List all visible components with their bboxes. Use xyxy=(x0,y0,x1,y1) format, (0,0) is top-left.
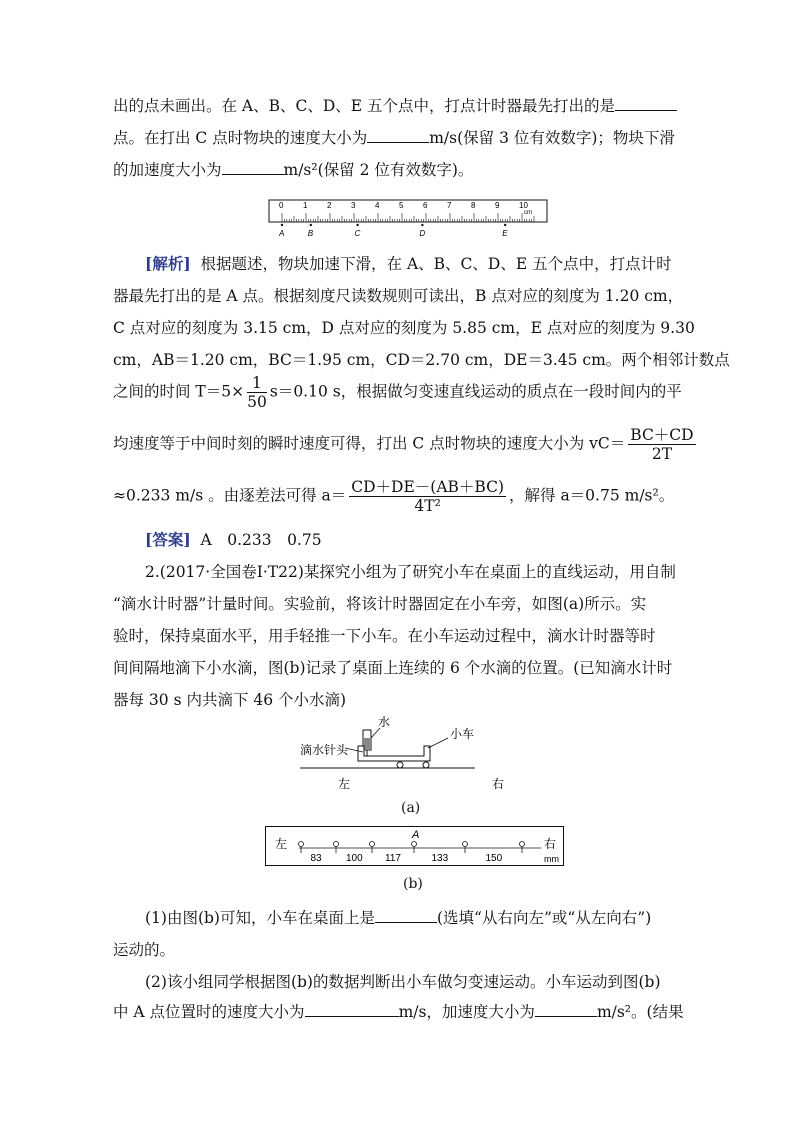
spacing-label: 100 xyxy=(346,853,363,864)
sub1-line-2: 运动的。 xyxy=(113,941,176,959)
water-drop xyxy=(412,842,417,847)
ruler-points xyxy=(278,224,508,238)
label-left: 左 xyxy=(338,777,351,791)
fraction-vc: $\frac{BC+CD}{2T}$ xyxy=(630,426,694,463)
water-drop xyxy=(299,842,304,847)
answer-label: [答案] xyxy=(145,530,191,549)
fraction-1-50: $\frac{1}{50}$ xyxy=(247,374,267,411)
sub2-line-2: 中 A 点位置时的速度大小为 m/s，加速度大小为 m/s²。(结果 xyxy=(113,1003,684,1021)
q1-line-2: 点。在打出 C 点时物块的速度大小为 m/s(保留 3 位有效数字)；物块下滑 xyxy=(113,129,675,147)
ruler-point xyxy=(310,224,312,226)
label-point-a: A xyxy=(412,829,420,841)
cart-leader xyxy=(428,738,448,748)
q2-line-5: 器每 30 s 内共滴下 46 个小水滴) xyxy=(113,691,347,709)
q2-line-1: 2.(2017·全国卷Ⅰ·T22)某探究小组为了研究小车在桌面上的直线运动，用自制 xyxy=(145,563,676,581)
ruler-point-label: E xyxy=(502,229,508,238)
label-nozzle: 滴水针头 xyxy=(300,743,349,757)
analysis-line-1: [解析] 根据题述，物块加速下滑，在 A、B、C、D、E 五个点中，打点计时 xyxy=(145,254,672,273)
fraction-accel: $\frac{CD+DE-(AB+BC)}{\text{4T²}}$ xyxy=(351,478,505,515)
ruler-tick-label: 8 xyxy=(471,201,476,210)
label-left: 左 xyxy=(275,837,288,851)
analysis-label: [解析] xyxy=(145,254,191,273)
ruler-tick-label: 0 xyxy=(279,201,284,210)
answer-blank[interactable] xyxy=(615,96,677,111)
answer-line: [答案] A 0.233 0.75 xyxy=(145,530,322,549)
answer-blank[interactable] xyxy=(535,1002,597,1017)
ruler-figure xyxy=(268,194,550,240)
water-leader xyxy=(371,728,380,738)
sub2-line-1: (2)该小组同学根据图(b)的数据判断出小车做匀变速运动。小车运动到图(b) xyxy=(145,973,661,991)
cart-wheel xyxy=(423,762,429,768)
q2-line-4: 间间隔地滴下小水滴，图(b)记录了桌面上连续的 6 个水滴的位置。(已知滴水计时 xyxy=(113,659,673,677)
ruler-point-label: D xyxy=(419,229,426,238)
ruler-tick-label: 3 xyxy=(351,201,356,210)
label-unit: mm xyxy=(544,854,559,864)
label-cart: 小车 xyxy=(450,727,475,741)
ruler-tick-label: 1 xyxy=(303,201,308,210)
ruler-point xyxy=(281,224,283,226)
q2-line-3: 验时，保持桌面水平，用手轻推一下小车。在小车运动过程中，滴水计时器等时 xyxy=(113,627,656,645)
fig-b-caption: (b) xyxy=(403,876,423,892)
water-drop xyxy=(370,842,375,847)
spacing-label: 83 xyxy=(310,853,322,864)
water-drop xyxy=(334,842,339,847)
answer-blank[interactable] xyxy=(222,160,284,175)
spacing-label: 117 xyxy=(385,853,401,864)
q1-line-3: 的加速度大小为 m/s²(保留 2 位有效数字)。 xyxy=(113,161,474,179)
analysis-line-7: ≈0.233 m/s 。由逐差法可得 a＝ $\frac{CD+DE-(AB+BC)}{\text{4T²}}$ ，解得 a＝0.75 m/s²。 xyxy=(113,478,675,515)
sub1-line-1: (1)由图(b)可知，小车在桌面上是 (选填“从右向左”或“从左向右”) xyxy=(145,909,652,927)
analysis-line-5: 之间的时间 T＝5× $\frac{1}{50}$ s＝0.10 s，根据做匀变速直线运动的质点在一段时间内的平 xyxy=(113,374,682,411)
analysis-line-3: C 点对应的刻度为 3.15 cm，D 点对应的刻度为 5.85 cm，E 点对应的刻度为 9.30 xyxy=(113,319,695,337)
analysis-line-4: cm，AB＝1.20 cm，BC＝1.95 cm，CD＝2.70 cm，DE＝3.45 cm。两个相邻计数点 xyxy=(113,351,730,369)
ruler-tick-label: 2 xyxy=(327,201,332,210)
ruler-unit: cm xyxy=(524,210,532,216)
label-water: 水 xyxy=(378,716,391,729)
answer-blank[interactable] xyxy=(367,128,429,143)
water-drop xyxy=(520,842,525,847)
analysis-line-2: 器最先打出的是 A 点。根据刻度尺读数规则可读出，B 点对应的刻度为 1.20 cm， xyxy=(113,287,684,305)
label-right: 右 xyxy=(544,837,557,851)
answer-blank[interactable] xyxy=(375,908,437,923)
ruler-point-label: B xyxy=(307,229,314,238)
q1-line-1: 出的点未画出。在 A、B、C、D、E 五个点中，打点计时器最先打出的是 xyxy=(113,96,677,116)
q2-line-2: “滴水计时器”计量时间。实验前，将该计时器固定在小车旁，如图(a)所示。实 xyxy=(113,595,647,613)
ruler-point-label: A xyxy=(279,229,285,238)
label-right: 右 xyxy=(492,777,505,791)
figure-a xyxy=(300,716,520,798)
ruler-point-label: C xyxy=(354,229,361,238)
ruler-tick-label: 7 xyxy=(447,201,452,210)
water-fill xyxy=(364,738,370,749)
ruler-point xyxy=(421,224,423,226)
ruler-tick-label: 6 xyxy=(423,201,428,210)
ruler-body xyxy=(269,200,547,222)
fig-a-caption: (a) xyxy=(401,800,421,816)
answer-blank[interactable] xyxy=(305,1002,399,1017)
analysis-line-6: 均速度等于中间时刻的瞬时速度可得，打出 C 点时物块的速度大小为 vC＝ $\frac{BC+CD}{2T}$ xyxy=(113,426,694,463)
ruler-tick-label: 5 xyxy=(399,201,404,210)
cart-wheel xyxy=(397,762,403,768)
spacing-label: 133 xyxy=(431,853,449,864)
ruler-tick-label: 4 xyxy=(375,201,380,210)
ruler-tick-label: 10 xyxy=(519,201,528,210)
water-drop xyxy=(463,842,468,847)
figure-b xyxy=(265,826,565,868)
ruler-tick-label: 9 xyxy=(495,201,500,210)
spacing-label: 150 xyxy=(485,853,503,864)
ruler-point xyxy=(504,224,506,226)
ruler-point xyxy=(356,224,358,226)
